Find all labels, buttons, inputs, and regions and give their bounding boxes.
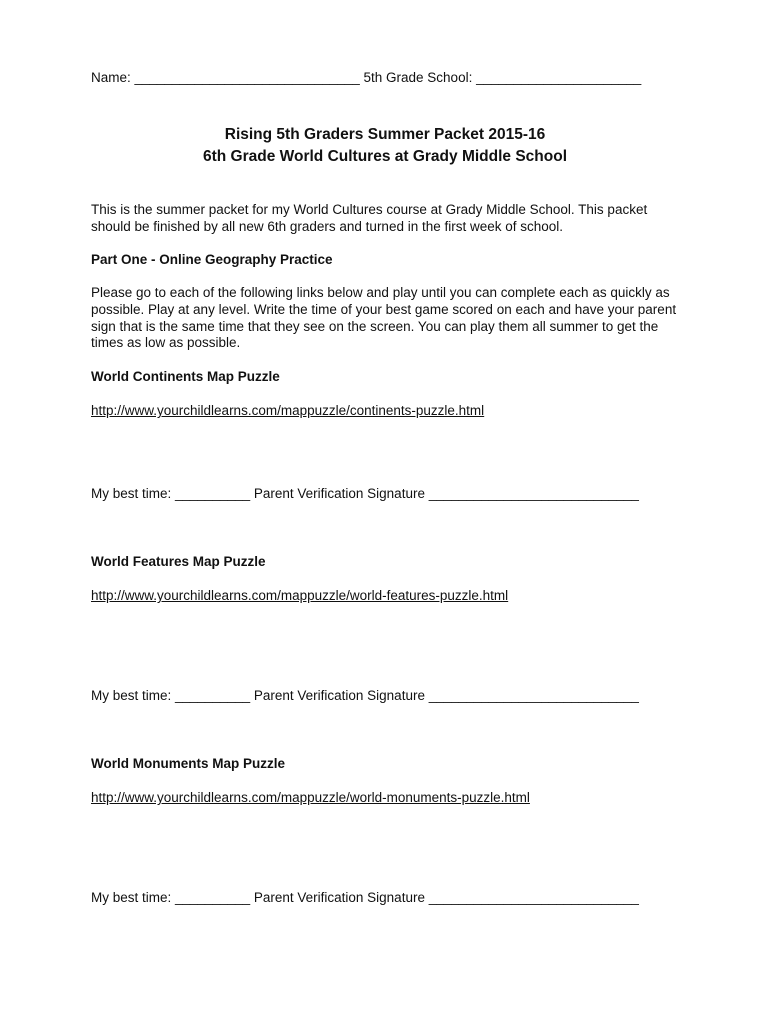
monuments-puzzle-heading: World Monuments Map Puzzle xyxy=(91,756,286,771)
intro-paragraph: This is the summer packet for my World Cultures course at Grady Middle School. This packet should be finished by all new 6th graders and turned in the first week of school. xyxy=(91,202,648,234)
features-puzzle-heading: World Features Map Puzzle xyxy=(91,554,266,569)
features-puzzle-link[interactable]: http://www.yourchildlearns.com/mappuzzle/world-features-puzzle.html xyxy=(91,588,509,603)
name-school-line: Name: ______________________________ 5th Grade School: ______________________ xyxy=(91,70,642,85)
instructions-paragraph: Please go to each of the following links below and play until you can complete each as quickly as possible. Play at any level. Write the time of your best game scored on each and have your parent sign that is the same time that they see on the screen. You can play them all summer to get the times as low as possible. xyxy=(91,285,677,351)
features-record-line: My best time: __________ Parent Verification Signature ____________________________ xyxy=(91,688,639,703)
page-title: Rising 5th Graders Summer Packet 2015-16 xyxy=(224,126,546,143)
continents-puzzle-heading: World Continents Map Puzzle xyxy=(91,369,280,384)
monuments-record-line: My best time: __________ Parent Verification Signature ____________________________ xyxy=(91,890,639,905)
monuments-puzzle-link[interactable]: http://www.yourchildlearns.com/mappuzzle/world-monuments-puzzle.html xyxy=(91,790,530,805)
continents-puzzle-link[interactable]: http://www.yourchildlearns.com/mappuzzle/continents-puzzle.html xyxy=(91,403,485,418)
part-one-heading: Part One - Online Geography Practice xyxy=(91,252,333,267)
continents-record-line: My best time: __________ Parent Verification Signature ____________________________ xyxy=(91,486,639,501)
page-subtitle: 6th Grade World Cultures at Grady Middle School xyxy=(202,148,567,165)
